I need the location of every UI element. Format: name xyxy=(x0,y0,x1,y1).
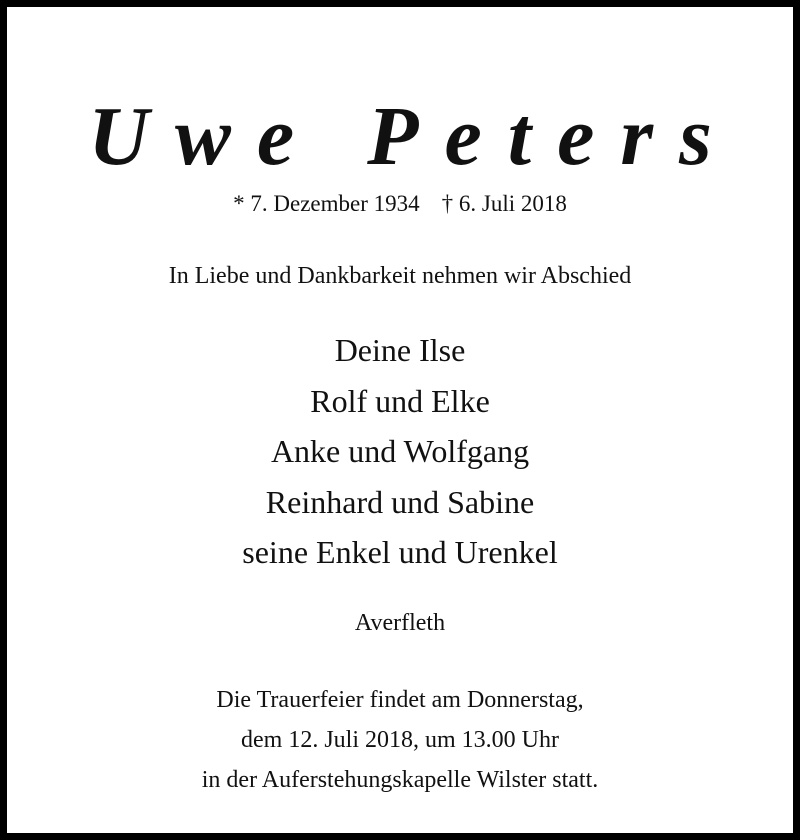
service-line: in der Auferstehungskapelle Wilster statt. xyxy=(201,767,599,793)
mourners-list xyxy=(14,325,786,578)
place-name: Averfleth xyxy=(354,610,446,636)
funeral-service-info xyxy=(14,680,786,800)
mourner-line: Deine Ilse xyxy=(334,332,466,368)
death-date: † 6. Juli 2018 xyxy=(441,191,567,216)
service-line: dem 12. Juli 2018, um 13.00 Uhr xyxy=(241,727,559,753)
life-dates xyxy=(14,189,786,219)
mourner-line: Rolf und Elke xyxy=(310,382,490,419)
farewell-line: In Liebe und Dankbarkeit nehmen wir Abschied xyxy=(168,263,632,289)
mourner-line: seine Enkel und Urenkel xyxy=(242,534,558,570)
mourner-line: Anke und Wolfgang xyxy=(270,433,530,469)
deceased-name: Uwe Peters xyxy=(88,90,738,183)
service-line: Die Trauerfeier findet am Donnerstag, xyxy=(216,687,584,713)
birth-date: * 7. Dezember 1934 xyxy=(233,191,420,216)
mourner-line: Reinhard und Sabine xyxy=(265,483,535,520)
